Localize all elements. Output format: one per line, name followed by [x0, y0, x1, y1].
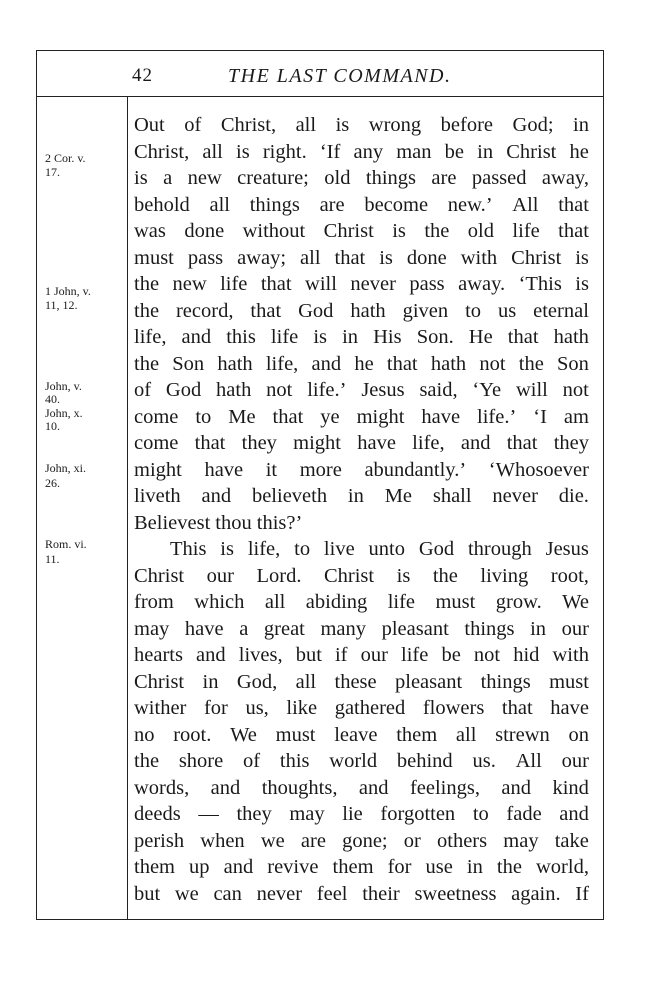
- text-line: Christ in God, all these pleasant things must: [134, 670, 589, 693]
- text-line: from which all abiding life must grow. We: [134, 591, 589, 613]
- text-line: words, and thoughts, and feelings, and kind: [134, 776, 589, 799]
- margin-note: 40.: [45, 392, 60, 406]
- margin-note: John, x.: [45, 406, 83, 420]
- text-line: might have it more abundantly.’ ‘Whosoever: [134, 458, 589, 481]
- text-line: Believest thou this?’: [134, 511, 303, 534]
- text-line: the new life that will never pass away. ‘This is: [134, 273, 589, 295]
- text-line: may have a great many pleasant things in our: [134, 617, 589, 640]
- text-line: no root. We must leave them all strewn on: [134, 723, 589, 746]
- margin-column-rule: [127, 96, 128, 920]
- text-line: Christ, all is right. ‘If any man be in Christ he: [134, 140, 589, 163]
- text-line: deeds — they may lie forgotten to fade and: [134, 803, 589, 825]
- text-line: wither for us, like gathered flowers that have: [134, 697, 589, 719]
- margin-note: 17.: [45, 165, 60, 179]
- text-line: is a new creature; old things are passed away,: [134, 167, 589, 189]
- margin-note: John, xi.: [45, 461, 87, 475]
- text-line: liveth and believeth in Me shall never die.: [134, 485, 589, 507]
- text-line: them up and revive them for use in the world,: [134, 856, 589, 878]
- text-line: was done without Christ is the old life that: [134, 220, 589, 242]
- text-line: but we can never feel their sweetness again. If: [134, 882, 589, 905]
- text-line: life, and this life is in His Son. He that hath: [134, 326, 589, 348]
- page-number: 42: [132, 65, 153, 86]
- text-line: come to Me that ye might have life.’ ‘I am: [134, 405, 589, 428]
- margin-note: 11.: [45, 552, 60, 566]
- body-text: [134, 112, 589, 907]
- text-line: This is life, to live unto God through Jesus: [170, 538, 589, 560]
- margin-note: 26.: [45, 476, 60, 490]
- text-line: Out of Christ, all is wrong before God; in: [134, 114, 589, 136]
- text-line: the Son hath life, and he that hath not the Son: [134, 352, 589, 375]
- margin-note: 10.: [45, 419, 60, 433]
- text-line: perish when we are gone; or others may take: [134, 829, 589, 852]
- margin-note: 2 Cor. v.: [45, 151, 86, 165]
- margin-note: Rom. vi.: [45, 537, 87, 551]
- text-line: the shore of this world behind us. All our: [134, 750, 589, 772]
- text-line: come that they might have life, and that they: [134, 432, 589, 454]
- text-line: Christ our Lord. Christ is the living root,: [134, 564, 589, 587]
- header-rule: [36, 96, 604, 97]
- text-line: must pass away; all that is done with Christ is: [134, 246, 589, 269]
- margin-note: 11, 12.: [45, 298, 78, 312]
- text-line: of God hath not life.’ Jesus said, ‘Ye will not: [134, 379, 589, 401]
- text-line: the record, that God hath given to us eternal: [134, 299, 589, 322]
- text-line: hearts and lives, but if our life be not hid with: [134, 644, 589, 666]
- text-line: behold all things are become new.’ All that: [134, 193, 589, 216]
- margin-note: 1 John, v.: [45, 284, 91, 298]
- running-head: THE LAST COMMAND.: [228, 65, 452, 87]
- margin-note: John, v.: [45, 379, 82, 393]
